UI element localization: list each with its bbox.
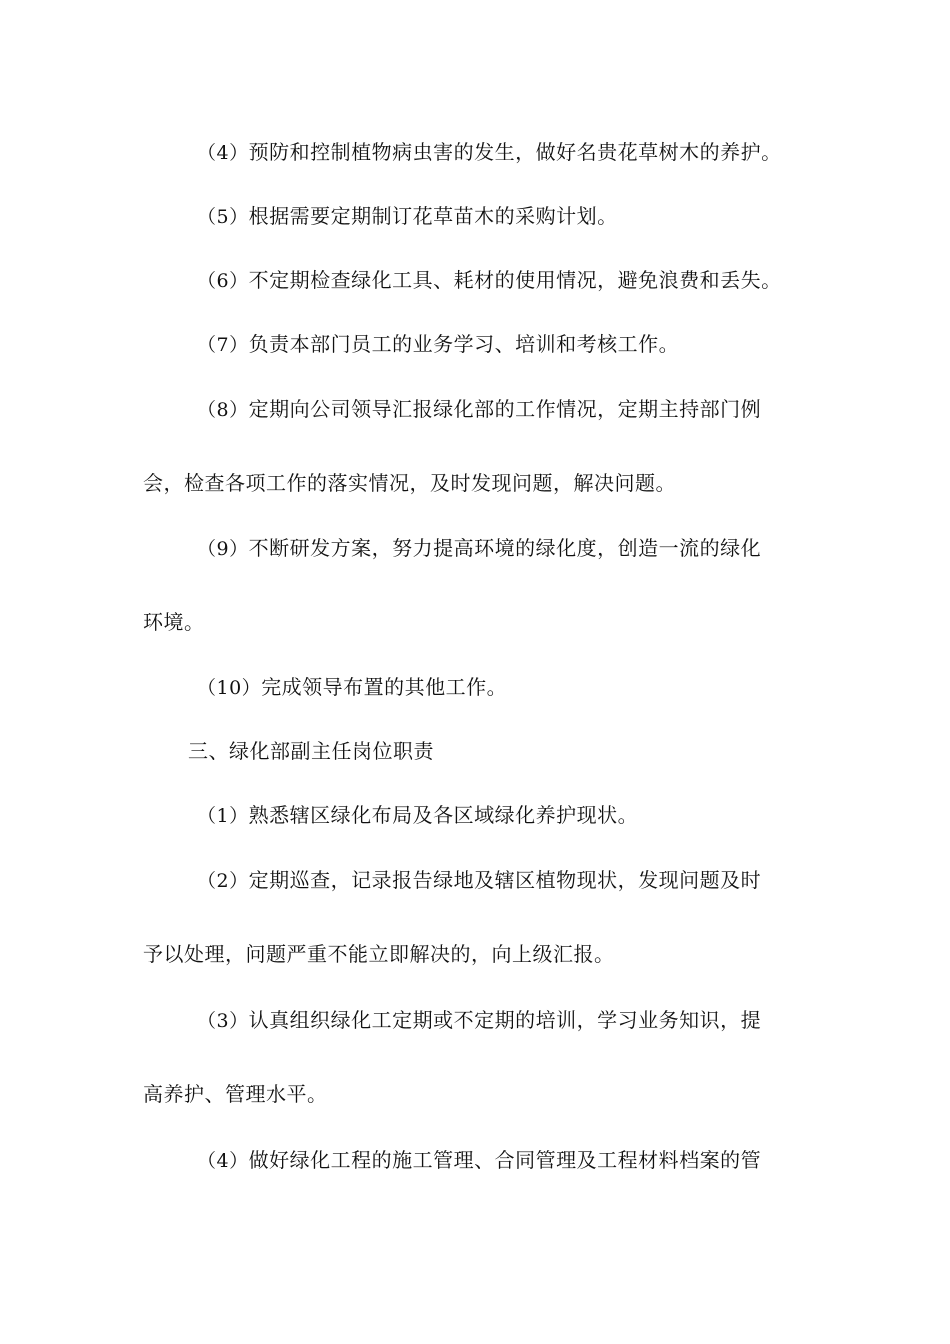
paragraph-line xyxy=(197,330,679,359)
line-text: 环境。 xyxy=(143,610,205,634)
paragraph-line xyxy=(197,266,782,295)
item-number: （1） xyxy=(197,805,249,827)
paragraph-line xyxy=(197,673,507,702)
paragraph-line-continued xyxy=(143,1080,328,1108)
line-text: 不断研发方案，努力提高环境的绿化度，创造一流的绿化 xyxy=(248,536,762,560)
paragraph-line-continued xyxy=(143,469,676,497)
line-text: 不定期检查绿化工具、耗材的使用情况，避免浪费和丢失。 xyxy=(248,268,782,292)
item-number: （4） xyxy=(197,1150,249,1172)
section-heading xyxy=(188,737,434,765)
item-number: （7） xyxy=(197,334,249,356)
line-text: 完成领导布置的其他工作。 xyxy=(261,675,508,699)
line-text: 做好绿化工程的施工管理、合同管理及工程材料档案的管 xyxy=(248,1148,762,1172)
paragraph-line xyxy=(197,801,638,830)
item-number: （10） xyxy=(197,677,262,699)
line-text: 定期向公司领导汇报绿化部的工作情况，定期主持部门例 xyxy=(248,397,762,421)
paragraph-line-continued xyxy=(143,940,615,968)
item-number: （2） xyxy=(197,870,249,892)
item-number: （4） xyxy=(197,142,249,164)
line-text: 高养护、管理水平。 xyxy=(143,1082,328,1106)
line-text: 负责本部门员工的业务学习、培训和考核工作。 xyxy=(248,332,680,356)
paragraph-line xyxy=(197,866,761,895)
paragraph-line xyxy=(197,202,618,231)
paragraph-line xyxy=(197,534,761,563)
item-number: （8） xyxy=(197,399,249,421)
line-text: 认真组织绿化工定期或不定期的培训，学习业务知识，提 xyxy=(248,1008,762,1032)
paragraph-line xyxy=(197,395,761,424)
line-text: 定期巡查，记录报告绿地及辖区植物现状，发现问题及时 xyxy=(248,868,762,892)
heading-text: 三、绿化部副主任岗位职责 xyxy=(188,739,434,763)
item-number: （5） xyxy=(197,206,249,228)
item-number: （6） xyxy=(197,270,249,292)
paragraph-line xyxy=(197,1006,761,1035)
line-text: 预防和控制植物病虫害的发生，做好名贵花草树木的养护。 xyxy=(248,140,782,164)
line-text: 予以处理，问题严重不能立即解决的，向上级汇报。 xyxy=(143,942,615,966)
paragraph-line xyxy=(197,1146,761,1175)
paragraph-line xyxy=(197,138,782,167)
line-text: 会，检查各项工作的落实情况，及时发现问题，解决问题。 xyxy=(143,471,676,495)
line-text: 根据需要定期制订花草苗木的采购计划。 xyxy=(248,204,618,228)
line-text: 熟悉辖区绿化布局及各区域绿化养护现状。 xyxy=(248,803,639,827)
item-number: （3） xyxy=(197,1010,249,1032)
paragraph-line-continued xyxy=(143,608,205,636)
item-number: （9） xyxy=(197,538,249,560)
